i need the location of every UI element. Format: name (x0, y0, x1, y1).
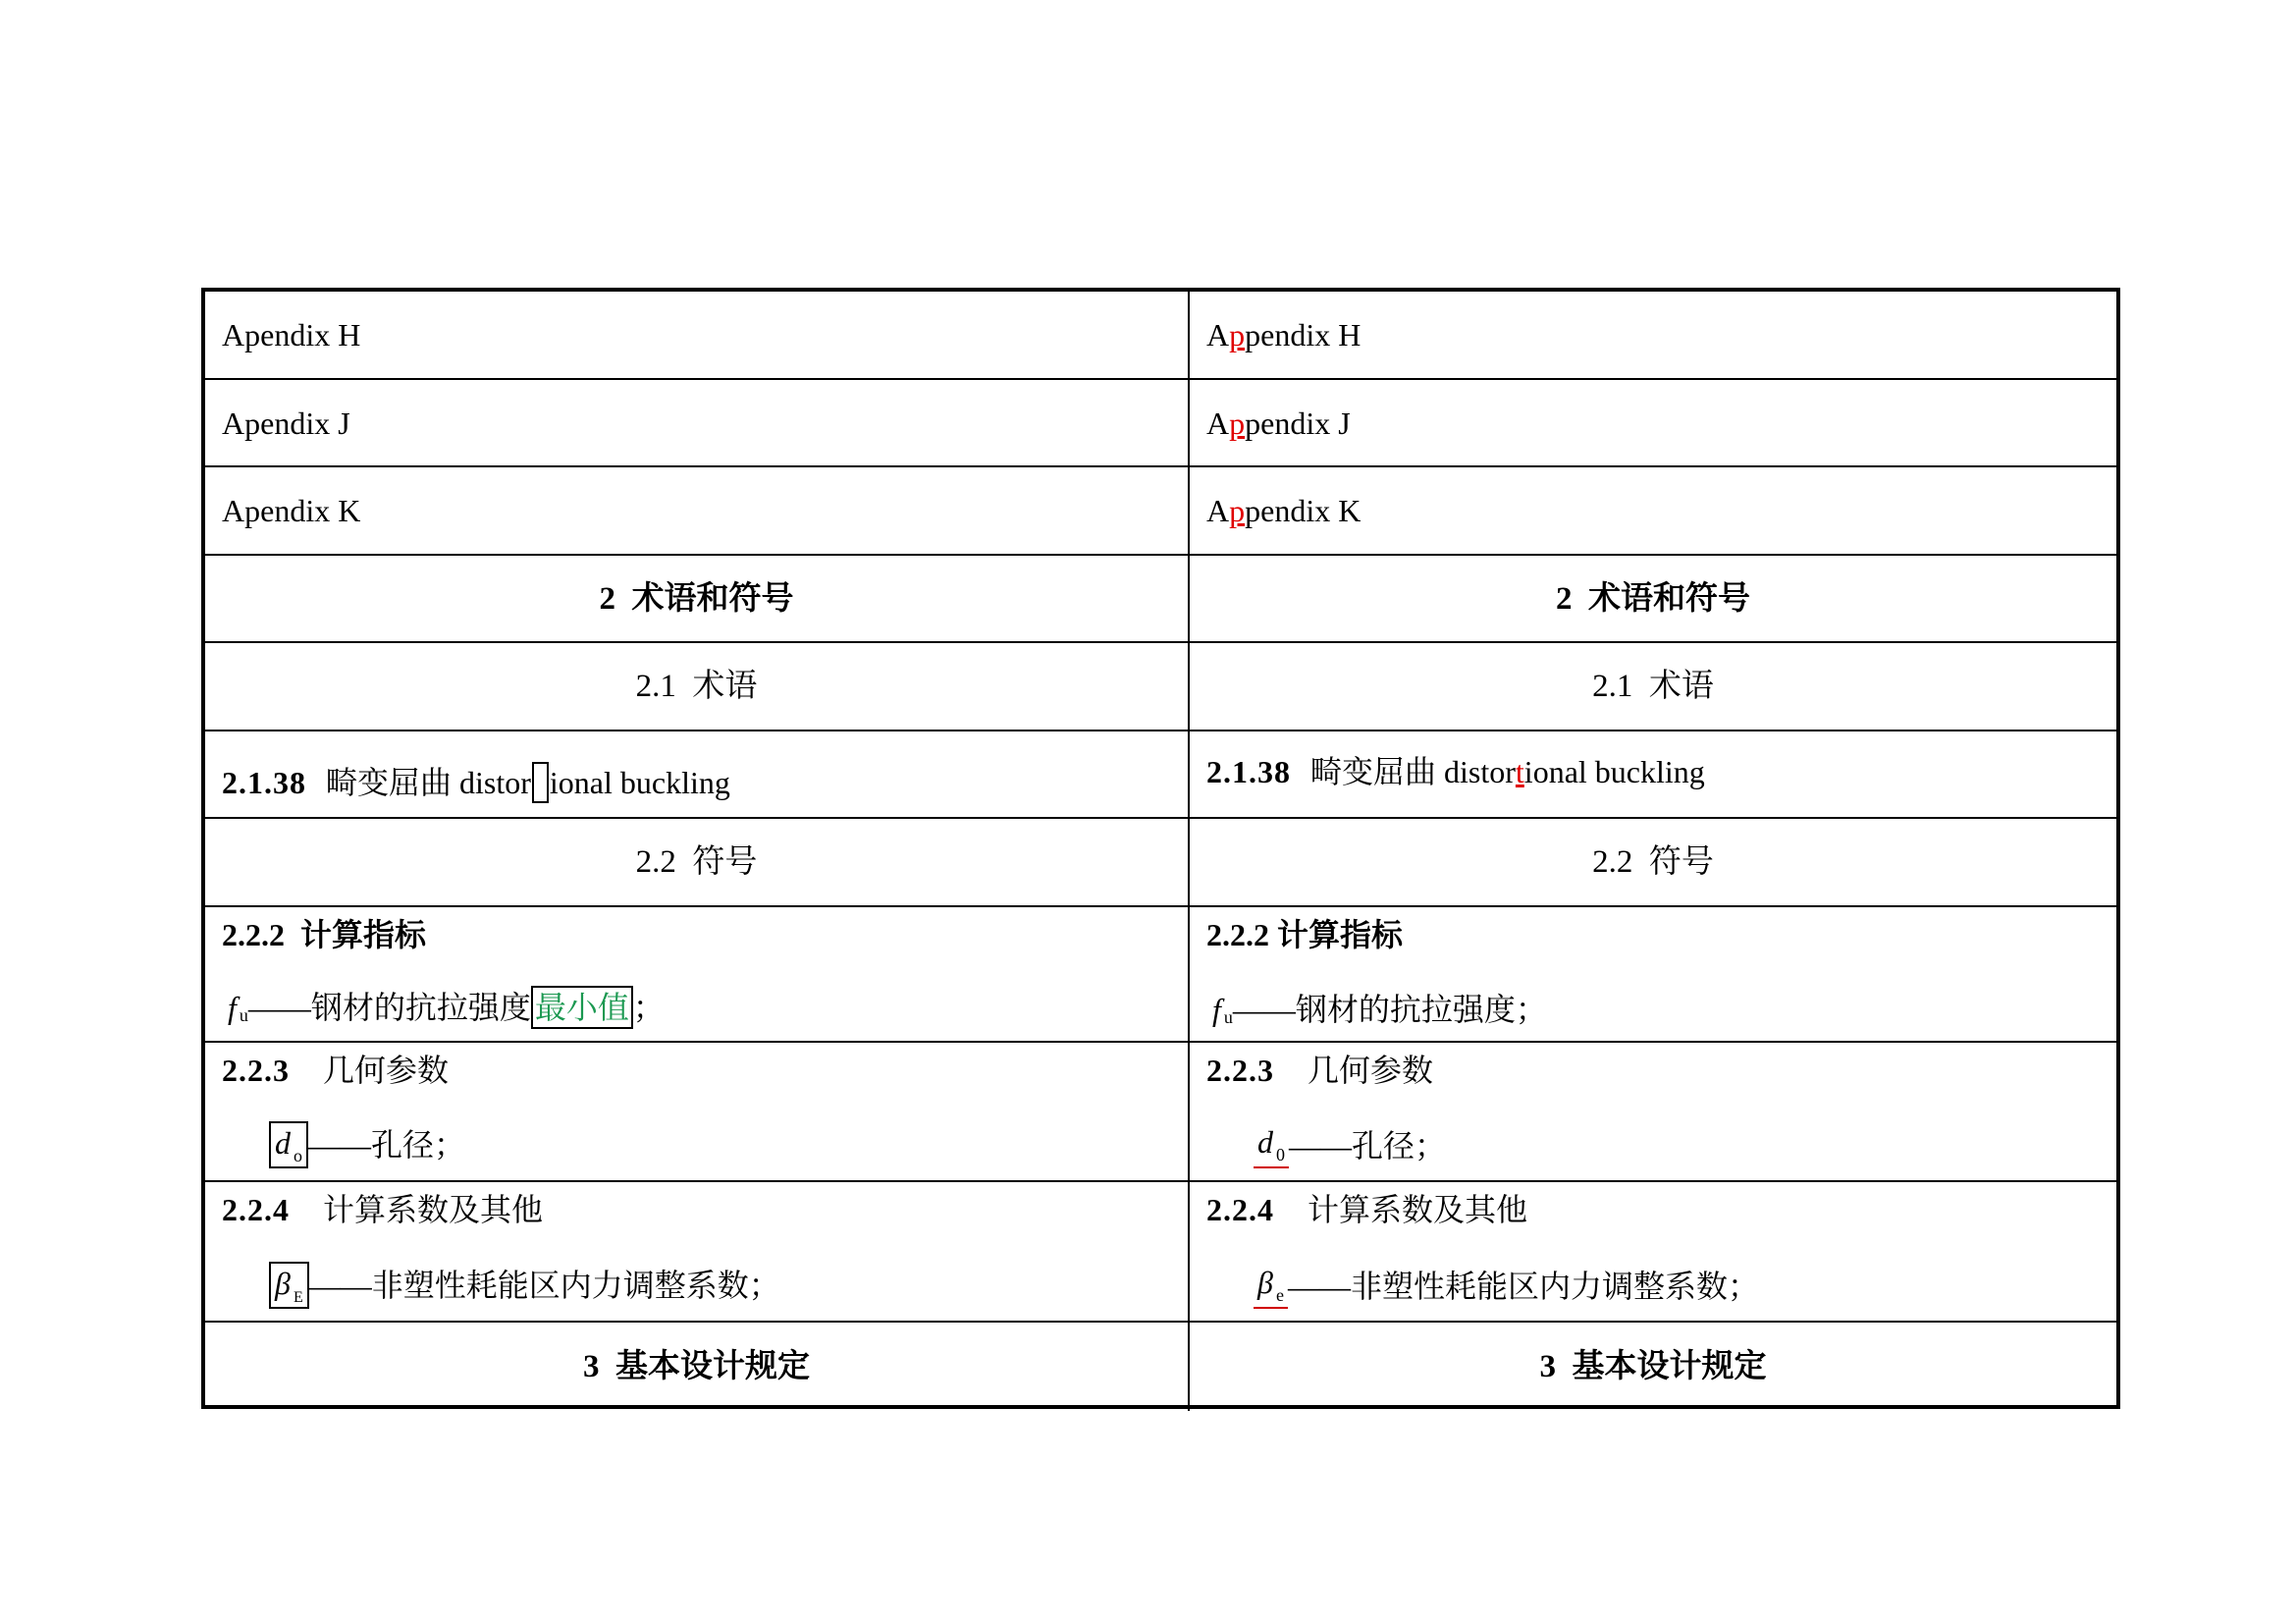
subsection-title: 计算系数及其他 (1308, 1192, 1528, 1227)
section-heading: 2.2 符号 (1592, 844, 1714, 880)
subsection-heading (1206, 1190, 2116, 1229)
table-cell-corrected (1190, 907, 2116, 1043)
subsection-number: 2.2.4 (1206, 1192, 1274, 1227)
symbol: d (275, 1125, 291, 1161)
changed-symbol-box (269, 1121, 308, 1168)
cell-text-suffix: pendix K (1245, 493, 1362, 528)
table-cell-corrected (1190, 643, 2116, 731)
inserted-letter: p (1229, 405, 1246, 441)
table-cell-corrected (1190, 292, 2116, 380)
symbol-definition (222, 1262, 1188, 1309)
table-cell-corrected (1190, 1043, 2116, 1182)
definition-text: ——钢材的抗拉强度 (247, 990, 531, 1025)
definition-text: ——非塑性耗能区内力调整系数； (1287, 1268, 1759, 1304)
symbol: d (1257, 1124, 1273, 1160)
symbol-definition (222, 986, 1188, 1029)
definition-text: ——孔径； (1289, 1127, 1447, 1164)
section-heading: 2.2 符号 (635, 844, 758, 880)
symbol: β (1257, 1265, 1273, 1300)
cell-text-suffix: pendix J (1245, 405, 1351, 441)
inserted-letter: p (1229, 317, 1246, 352)
subsection-title: 几何参数 (323, 1053, 450, 1088)
symbol-subscript: o (294, 1146, 302, 1165)
symbol-definition (222, 1121, 1188, 1168)
cell-text: Apendix H (222, 317, 361, 352)
subsection-title: 计算系数及其他 (323, 1192, 544, 1227)
section-heading: 2.1 术语 (635, 669, 758, 704)
cell-text-prefix: A (1206, 405, 1230, 441)
clause-number: 2.1.38 (222, 764, 306, 800)
subsection-number: 2.2.3 (1206, 1053, 1274, 1088)
table-cell-original (205, 1323, 1190, 1411)
subsection-number: 2.2.4 (222, 1192, 290, 1227)
table-cell-corrected (1190, 1182, 2116, 1323)
table-cell-original (205, 556, 1190, 643)
symbol-subscript: u (239, 1005, 248, 1025)
cell-text-prefix: A (1206, 493, 1230, 528)
definition-end: ； (632, 990, 665, 1025)
subsection-heading (1206, 1051, 2116, 1090)
symbol: f (1212, 992, 1221, 1027)
clause-text-prefix: 畸变屈曲 distor (1310, 753, 1516, 789)
table-cell-corrected (1190, 731, 2116, 819)
section-heading: 2.1 术语 (1592, 669, 1714, 704)
symbol-subscript: E (293, 1289, 303, 1306)
table-cell-original (205, 731, 1190, 819)
cell-text: Apendix J (222, 405, 350, 441)
definition-text: ——孔径； (308, 1127, 466, 1163)
table-cell-original (205, 643, 1190, 731)
symbol-definition (1206, 990, 2116, 1029)
subsection-heading (222, 1051, 1188, 1090)
corrected-symbol (1254, 1263, 1288, 1309)
definition-text: ——非塑性耗能区内力调整系数； (308, 1268, 780, 1303)
clause-number: 2.1.38 (1206, 753, 1291, 789)
symbol-definition (1206, 1263, 2116, 1309)
symbol-subscript: 0 (1276, 1145, 1285, 1164)
subsection-heading: 2.2.2 计算指标 (1206, 917, 1404, 952)
table-cell-original (205, 907, 1190, 1043)
table-cell-original (205, 819, 1190, 907)
table-cell-corrected (1190, 556, 2116, 643)
deletion-box-marker (532, 762, 549, 803)
inserted-letter: t (1515, 753, 1524, 789)
subsection-number: 2.2.3 (222, 1053, 290, 1088)
symbol-subscript: u (1223, 1007, 1233, 1027)
table-cell-original (205, 1182, 1190, 1323)
corrected-symbol (1254, 1122, 1289, 1168)
clause-text-prefix: 畸变屈曲 distor (326, 764, 531, 800)
changed-symbol-box (269, 1262, 309, 1309)
symbol-definition (1206, 1122, 2116, 1168)
chapter-heading: 2 术语和符号 (1556, 580, 1750, 617)
cell-text-prefix: A (1206, 317, 1230, 352)
definition-text: ——钢材的抗拉强度； (1232, 992, 1547, 1027)
subsection-heading (222, 1190, 1188, 1229)
chapter-heading: 2 术语和符号 (599, 580, 794, 617)
symbol: β (275, 1266, 291, 1301)
table-cell-corrected (1190, 1323, 2116, 1411)
errata-comparison-table (201, 288, 2120, 1409)
table-cell-original (205, 467, 1190, 556)
clause-text-suffix: ional buckling (1523, 753, 1705, 789)
added-text-box: 最小值 (531, 986, 633, 1029)
table-cell-corrected (1190, 819, 2116, 907)
subsection-heading: 2.2.2 计算指标 (222, 917, 427, 952)
table-cell-original (205, 1043, 1190, 1182)
table-cell-corrected (1190, 467, 2116, 556)
cell-text: Apendix K (222, 493, 361, 528)
chapter-heading: 3 基本设计规定 (583, 1349, 810, 1384)
symbol: f (228, 990, 237, 1025)
table-cell-corrected (1190, 380, 2116, 467)
inserted-letter: p (1229, 493, 1246, 528)
symbol-subscript: e (1275, 1285, 1284, 1305)
subsection-title: 几何参数 (1308, 1053, 1434, 1088)
table-cell-original (205, 292, 1190, 380)
cell-text-suffix: pendix H (1245, 317, 1362, 352)
table-cell-original (205, 380, 1190, 467)
clause-text-suffix: ional buckling (549, 764, 730, 800)
chapter-heading: 3 基本设计规定 (1539, 1349, 1767, 1384)
